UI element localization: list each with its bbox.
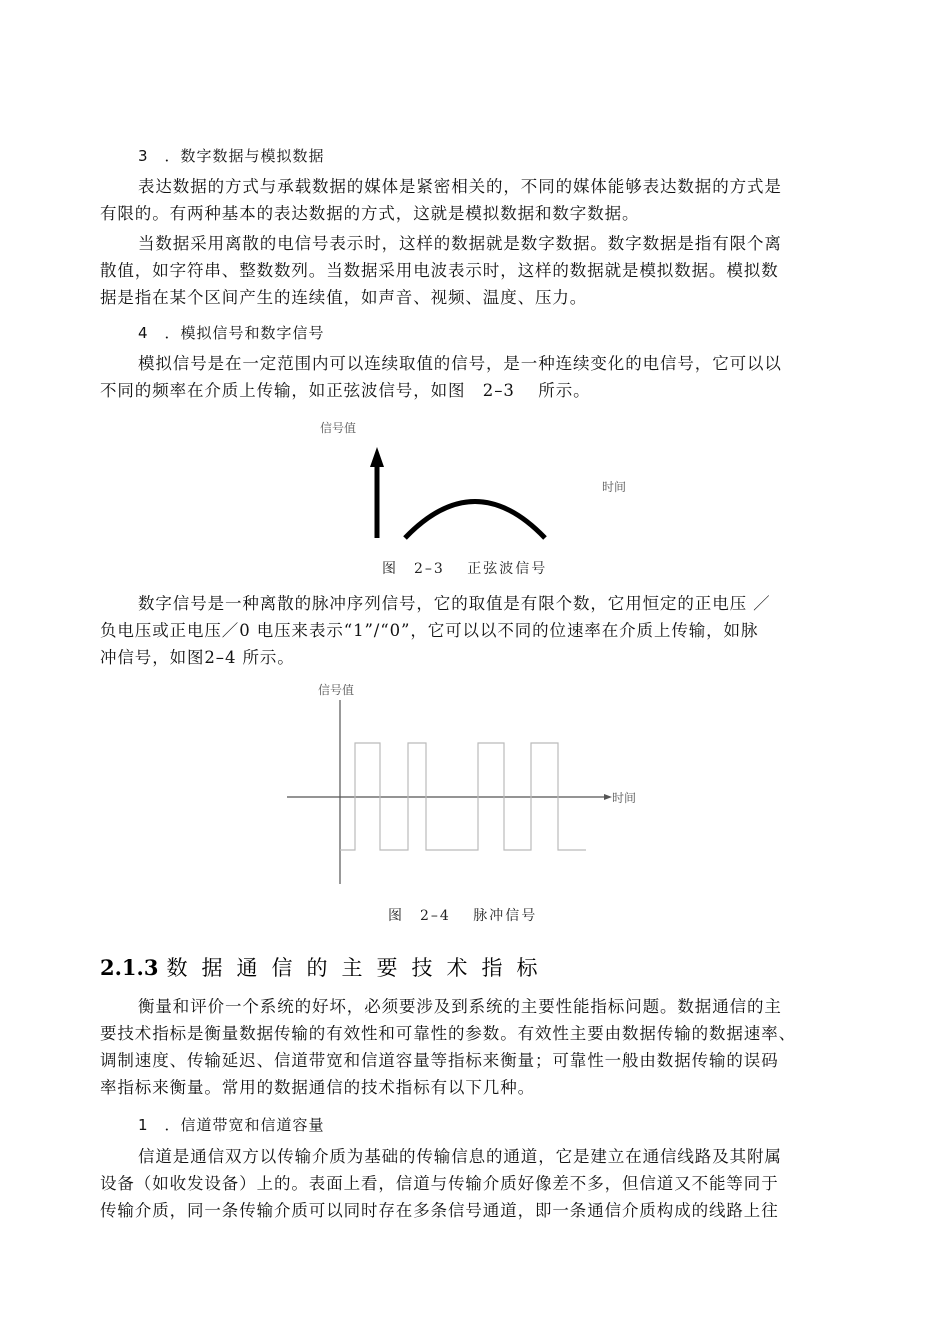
figure-2-4-pulse-signal [0, 680, 950, 890]
para-line: 负电压或正电压／0 电压来表示“1”/“0”，它可以以不同的位速率在介质上传输，如脉 [100, 621, 759, 640]
sine-wave-curve [405, 502, 545, 539]
para-line: 调制速度、传输延迟、信道带宽和信道容量等指标来衡量；可靠性一般由数据传输的误码 [100, 1051, 779, 1070]
para-line: 不同的频率在介质上传输，如正弦波信号，如图 2–3 所示。 [100, 381, 591, 400]
para-line: 当数据采用离散的电信号表示时，这样的数据就是数字数据。数字数据是指有限个离 [138, 234, 782, 253]
subheading-4: 4 ．模拟信号和数字信号 [138, 324, 325, 342]
para-line: 设备（如收发设备）上的。表面上看，信道与传输介质好像差不多，但信道又不能等同于 [100, 1174, 779, 1193]
paragraph-data-media [100, 173, 852, 227]
y-axis-arrow-icon [370, 447, 384, 467]
section-title-text: 数据通信的主要技术指标 [166, 956, 552, 980]
figure-2-4-x-label: 时间 [612, 791, 637, 805]
paragraph-tech-indicators [100, 993, 852, 1101]
para-line: 衡量和评价一个系统的好坏，必须要涉及到系统的主要性能指标问题。数据通信的主 [138, 997, 782, 1016]
section-heading [100, 952, 551, 982]
para-line: 模拟信号是在一定范围内可以连续取值的信号，是一种连续变化的电信号，它可以以 [138, 354, 782, 373]
paragraph-digital-data [100, 230, 852, 311]
subheading-3: 3 ．数字数据与模拟数据 [138, 147, 325, 165]
x-axis-arrow-icon [604, 794, 612, 800]
figure-2-3-x-label: 时间 [602, 480, 627, 494]
figure-2-3-y-label: 信号值 [320, 421, 357, 435]
para-line: 数字信号是一种离散的脉冲序列信号，它的取值是有限个数，它用恒定的正电压 ／ [138, 594, 771, 613]
figure-2-3-caption: 图 2–3 正弦波信号 [382, 561, 548, 577]
para-line: 要技术指标是衡量数据传输的有效性和可靠性的参数。有效性主要由数据传输的数据速率、 [100, 1024, 796, 1043]
figure-2-4-y-label: 信号值 [318, 683, 355, 697]
para-line: 信道是通信双方以传输介质为基础的传输信息的通道，它是建立在通信线路及其附属 [138, 1147, 782, 1166]
para-line: 据是指在某个区间产生的连续值，如声音、视频、温度、压力。 [100, 288, 588, 307]
figure-2-4-caption: 图 2–4 脉冲信号 [388, 908, 538, 924]
paragraph-channel [100, 1143, 852, 1224]
para-line: 冲信号，如图2–4 所示。 [100, 648, 295, 667]
paragraph-analog-signal [100, 350, 852, 404]
para-line: 有限的。有两种基本的表达数据的方式，这就是模拟数据和数字数据。 [100, 204, 640, 223]
figure-2-3-sine-wave [0, 415, 950, 555]
para-line: 率指标来衡量。常用的数据通信的技术指标有以下几种。 [100, 1078, 535, 1097]
para-line: 表达数据的方式与承载数据的媒体是紧密相关的，不同的媒体能够表达数据的方式是 [138, 177, 782, 196]
para-line: 散值，如字符串、整数数列。当数据采用电波表示时，这样的数据就是模拟数据。模拟数 [100, 261, 779, 280]
paragraph-digital-signal [100, 590, 852, 671]
section-number: 2.1.3 [100, 955, 159, 980]
subheading-1: 1 ．信道带宽和信道容量 [138, 1116, 325, 1134]
para-line: 传输介质，同一条传输介质可以同时存在多条信号通道，即一条通信介质构成的线路上往 [100, 1201, 779, 1220]
